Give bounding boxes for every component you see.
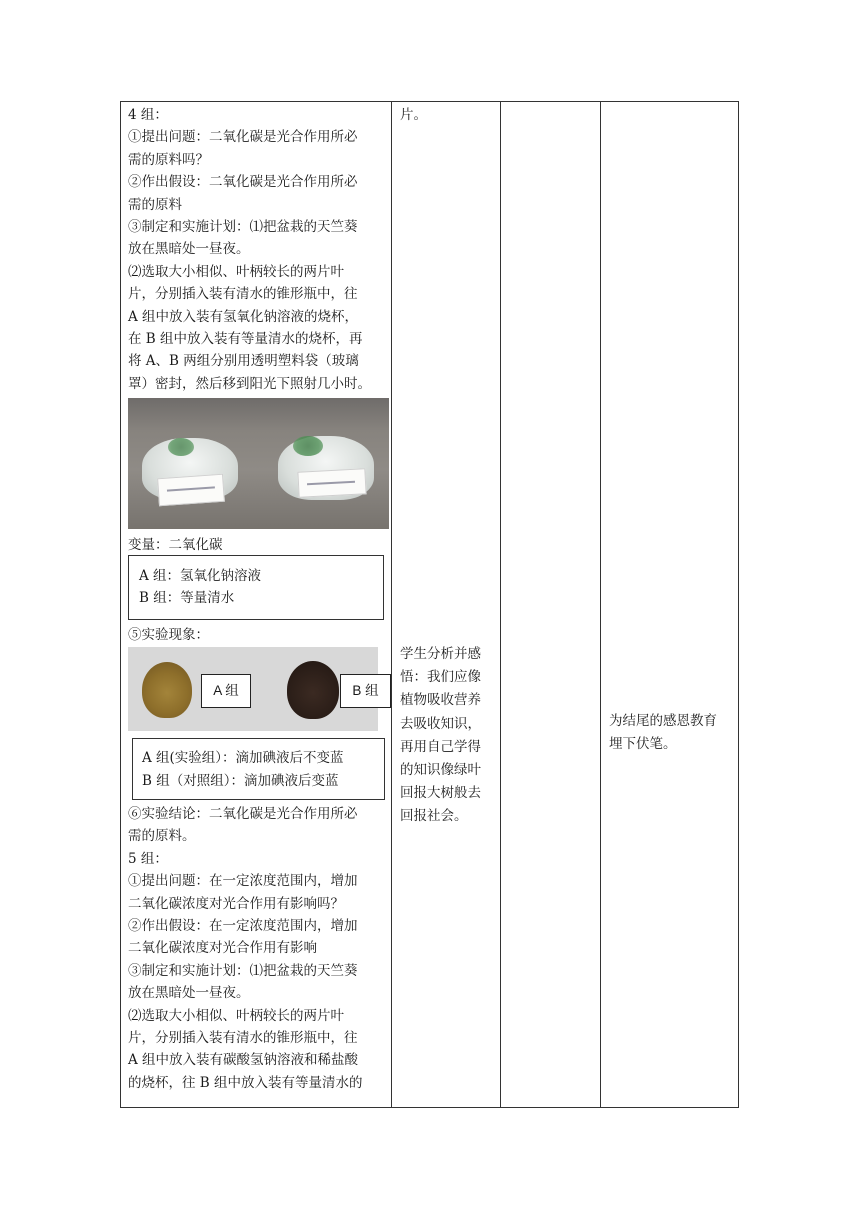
var-group-a: A 组：氢氧化钠溶液 — [139, 568, 262, 584]
group5-heading: 5 组： — [128, 850, 168, 867]
student-line: 回报大树般去 — [400, 785, 481, 802]
student-line: 回报社会。 — [400, 808, 468, 825]
g5-hypothesis: ②作出假设：在一定浓度范围内，增加 — [128, 918, 358, 935]
g5-question: ①提出问题：在一定浓度范围内，增加 — [128, 873, 358, 890]
g5-step2-line: ⑵选取大小相似、叶柄较长的两片叶 — [128, 1007, 344, 1024]
leaf-turned-blue — [287, 661, 339, 719]
experiment-setup-photo — [128, 398, 389, 529]
g4-hypothesis: ②作出假设：二氧化碳是光合作用所必 — [128, 174, 358, 191]
g5-step2-line: 的烧杯，往 B 组中放入装有等量清水的 — [128, 1074, 363, 1091]
column2-fragment: 片。 — [400, 107, 427, 123]
g4-question: ①提出问题：二氧化碳是光合作用所必 — [128, 129, 358, 146]
group4-heading: 4 组： — [128, 107, 168, 123]
g4-step2-line: A 组中放入装有氢氧化钠溶液的烧杯， — [128, 308, 359, 325]
column-divider — [600, 101, 601, 1108]
design-intent — [609, 710, 737, 756]
result-group-b: B 组（对照组）：滴加碘液后变蓝 — [142, 773, 339, 789]
experiment-steps-group5 — [128, 803, 386, 1094]
column-divider — [391, 101, 392, 1108]
g4-step2-line: ⑵选取大小相似、叶柄较长的两片叶 — [128, 263, 344, 280]
student-activity — [400, 643, 496, 829]
g5-step2-line: A 组中放入装有碳酸氢钠溶液和稀盐酸 — [128, 1052, 359, 1069]
g5-hypothesis-cont: 二氧化碳浓度对光合作用有影响 — [128, 940, 317, 957]
experiment-steps-group4 — [128, 104, 386, 395]
g5-step2-line: 片，分别插入装有清水的锥形瓶中，往 — [128, 1030, 358, 1047]
intent-line: 埋下伏笔。 — [609, 736, 677, 753]
g4-step2-line: 将 A、B 两组分别用透明塑料袋（玻璃 — [128, 353, 359, 370]
result-box — [132, 738, 385, 800]
g5-question-cont: 二氧化碳浓度对光合作用有影响吗？ — [128, 895, 344, 912]
g4-step2-line: 罩）密封，然后移到阳光下照射几小时。 — [128, 375, 371, 392]
label-card — [297, 468, 366, 498]
green-leaf — [293, 436, 323, 456]
g4-plan: ③制定和实施计划：⑴把盆栽的天竺葵 — [128, 219, 358, 236]
g4-conclusion-cont: 需的原料。 — [128, 828, 196, 845]
variable-label: 变量：二氧化碳 — [128, 537, 223, 553]
result-group-a: A 组(实验组）：滴加碘液后不变蓝 — [142, 750, 344, 766]
tag-group-a: A 组 — [201, 674, 251, 708]
column-divider — [500, 101, 501, 1108]
g4-question-cont: 需的原料吗？ — [128, 151, 209, 168]
g4-conclusion: ⑥实验结论：二氧化碳是光合作用所必 — [128, 806, 358, 822]
tag-group-b: B 组 — [340, 674, 391, 708]
label-card — [157, 474, 225, 507]
g4-hypothesis-cont: 需的原料 — [128, 196, 182, 213]
student-line: 去吸收知识， — [400, 715, 481, 732]
g4-step2-line: 在 B 组中放入装有等量清水的烧杯，再 — [128, 331, 363, 348]
g5-plan-cont: 放在黑暗处一昼夜。 — [128, 985, 250, 1002]
variable-box — [128, 555, 384, 620]
leaf-not-blue — [142, 662, 192, 718]
green-leaf — [168, 438, 194, 456]
g4-plan-cont: 放在黑暗处一昼夜。 — [128, 241, 250, 258]
intent-line: 为结尾的感恩教育 — [609, 713, 717, 729]
phenomenon-label: ⑤实验现象： — [128, 627, 209, 643]
student-line: 学生分析并感 — [400, 646, 481, 662]
student-line: 再用自己学得 — [400, 738, 481, 755]
g4-step2-line: 片，分别插入装有清水的锥形瓶中，往 — [128, 286, 358, 303]
var-group-b: B 组：等量清水 — [139, 590, 235, 606]
g5-plan: ③制定和实施计划：⑴把盆栽的天竺葵 — [128, 962, 358, 979]
student-line: 悟：我们应像 — [400, 669, 481, 686]
student-line: 的知识像绿叶 — [400, 762, 481, 779]
student-line: 植物吸收营养 — [400, 692, 481, 709]
